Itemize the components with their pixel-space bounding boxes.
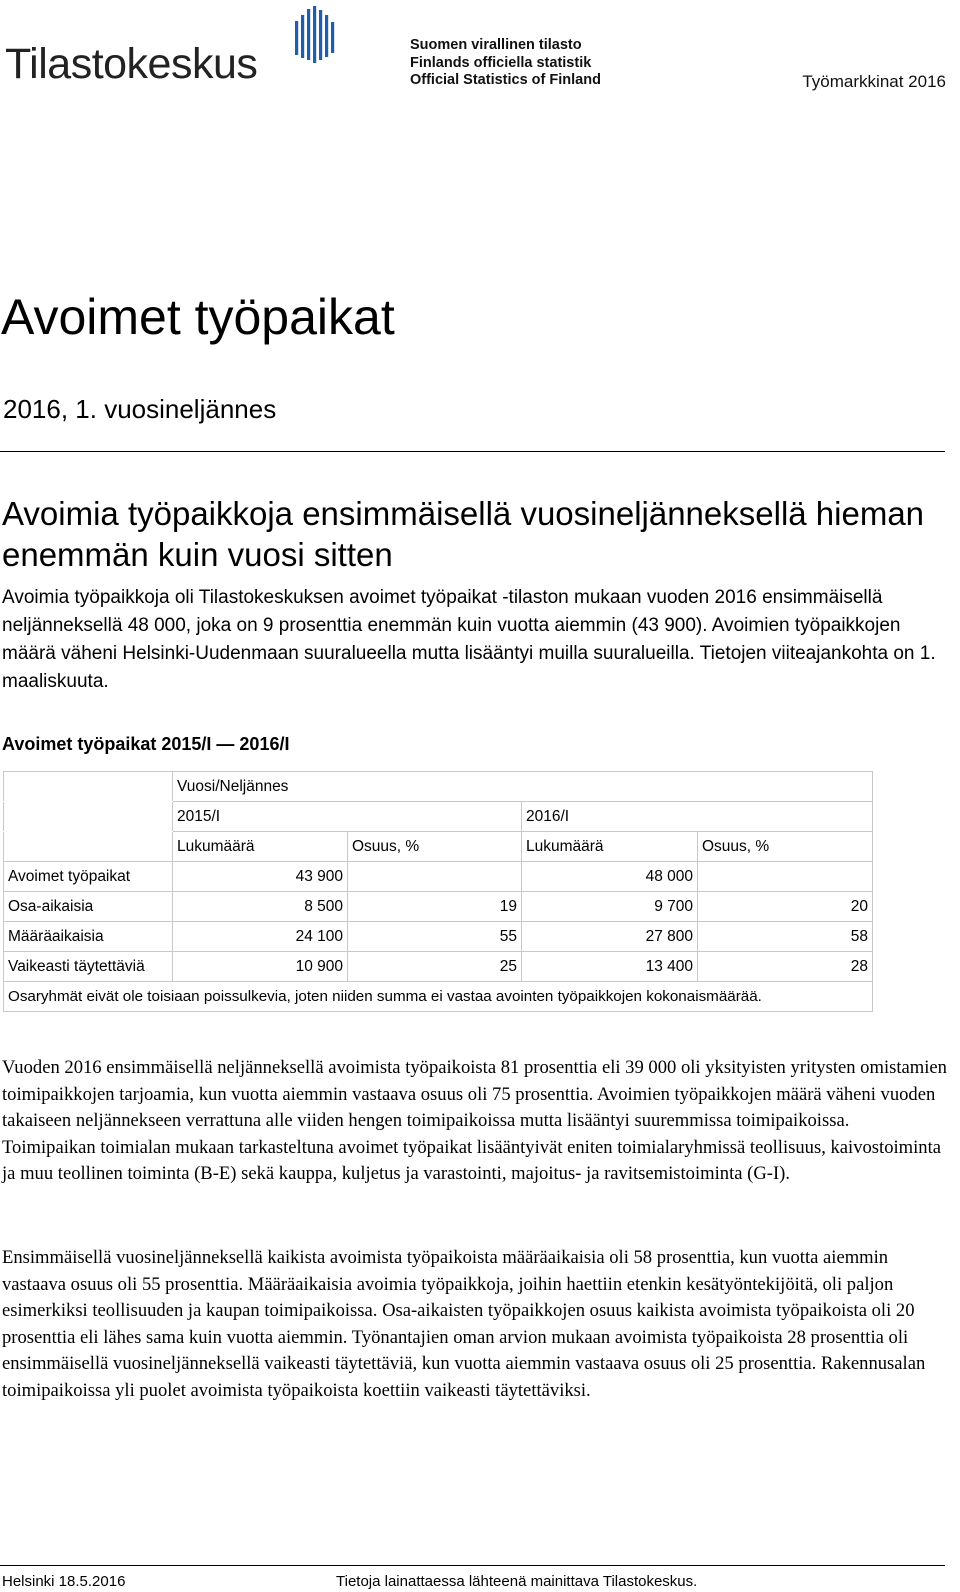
table-cell: 19	[348, 892, 522, 922]
table-note-row	[4, 982, 873, 1012]
table-corner-cell	[4, 802, 173, 832]
table-cell: 55	[348, 922, 522, 952]
footer-divider	[0, 1565, 945, 1566]
page-title: Avoimet työpaikat	[1, 289, 395, 345]
row-label: Avoimet työpaikat	[4, 862, 173, 892]
period-header-cell: 2016/I	[522, 802, 873, 832]
table-header-row	[4, 802, 873, 832]
table-cell	[348, 862, 522, 892]
row-label: Vaikeasti täytettäviä	[4, 952, 173, 982]
table-corner-cell	[4, 832, 173, 862]
headline: Avoimia työpaikkoja ensimmäisellä vuosineljänneksellä hieman enemmän kuin vuosi sitten	[2, 495, 925, 573]
row-label: Osa-aikaisia	[4, 892, 173, 922]
statistics-table	[3, 771, 873, 1012]
period-header-cell: 2015/I	[173, 802, 522, 832]
column-header-cell: Lukumäärä	[173, 832, 348, 862]
publication-name: Työmarkkinat 2016	[802, 72, 946, 91]
table-cell: 10 900	[173, 952, 348, 982]
table-header-row	[4, 832, 873, 862]
header-group-cell: Vuosi/Neljännes	[173, 772, 873, 802]
table-cell: 24 100	[173, 922, 348, 952]
period-subtitle: 2016, 1. vuosineljännes	[3, 394, 277, 424]
table-corner-cell	[4, 772, 173, 802]
table-title: Avoimet työpaikat 2015/I — 2016/I	[2, 734, 290, 754]
table-cell: 27 800	[522, 922, 698, 952]
table-row	[4, 892, 873, 922]
table-row	[4, 862, 873, 892]
table-cell: 58	[698, 922, 873, 952]
body-paragraph: Vuoden 2016 ensimmäisellä neljänneksellä avoimista työpaikoista 81 prosenttia eli 39 000 oli yksityisten yritysten omistamien toimipaikkojen tarjoamia, kun vuotta aiemmin vastaava osuus oli 75 prosenttia. Avoimien työpaikkojen määrä väheni vuoden takaiseen neljännekseen verrattuna alle viiden hengen toimipaikoissa mutta lisääntyi suuremmissa toimipaikoissa. Toimipaikan toimialan mukaan tarkasteltuna avoimet työpaikat lisääntyivät eniten toimialaryhmissä teollisuus, kaivostoiminta ja muu teollinen toiminta (B-E) sekä kauppa, kuljetus ja varastointi, majoitus- ja ravitsemistoiminta (G-I).	[2, 1057, 947, 1184]
table-header-row	[4, 772, 873, 802]
body-paragraph: Ensimmäisellä vuosineljänneksellä kaikista avoimista työpaikoista määräaikaisia oli 58 prosenttia, kun vuotta aiemmin vastaava osuus oli 55 prosenttia. Määräaikaisia avoimia työpaikkoja, joihin haettiin etenkin kesätyöntekijöitä, oli paljon esimerkiksi teollisuuden ja kaupan toimipaikoissa. Osa-aikaisten työpaikkojen osuus kaikista avoimista työpaikoista oli 20 prosenttia eli lähes sama kuin vuotta aiemmin. Työnantajien oman arvion mukaan avoimista työpaikoista 28 prosenttia oli ensimmäisellä vuosineljänneksellä vaikeasti täytettäviä, kun vuotta aiemmin vastaava osuus oli 25 prosenttia. Rakennusalan toimipaikoissa yli puolet avoimista työpaikoista koettiin vaikeasti täytettäviksi.	[2, 1247, 926, 1401]
logo-wordmark: Tilastokeskus	[5, 40, 258, 88]
title-divider	[0, 451, 945, 452]
official-line-en: Official Statistics of Finland	[410, 72, 601, 88]
table-row	[4, 952, 873, 982]
table-cell: 9 700	[522, 892, 698, 922]
column-header-cell: Osuus, %	[348, 832, 522, 862]
footer-place-date: Helsinki 18.5.2016	[2, 1573, 126, 1590]
table-row	[4, 922, 873, 952]
column-header-cell: Osuus, %	[698, 832, 873, 862]
official-line-sv: Finlands officiella statistik	[410, 54, 592, 71]
column-header-cell: Lukumäärä	[522, 832, 698, 862]
table-cell: 43 900	[173, 862, 348, 892]
table-cell: 28	[698, 952, 873, 982]
official-line-fi: Suomen virallinen tilasto	[410, 37, 582, 53]
table-cell: 48 000	[522, 862, 698, 892]
row-label: Määräaikaisia	[4, 922, 173, 952]
footer-citation-note: Tietoja lainattaessa lähteenä mainittava Tilastokeskus.	[336, 1573, 698, 1590]
table-cell: 25	[348, 952, 522, 982]
table-cell: 13 400	[522, 952, 698, 982]
table-cell: 8 500	[173, 892, 348, 922]
official-statistics-label	[410, 37, 601, 90]
table-cell: 20	[698, 892, 873, 922]
table-cell	[698, 862, 873, 892]
lead-paragraph: Avoimia työpaikkoja oli Tilastokeskuksen avoimet työpaikat -tilaston mukaan vuoden 2016 ensimmäisellä neljänneksellä 48 000, joka on 9 prosenttia enemmän kuin vuotta aiemmin (43 900). Avoimien työpaikkojen määrä väheni Helsinki-Uudenmaan suuralueella mutta lisääntyi muilla suuralueilla. Tietojen viiteajankohta on 1. maaliskuuta.	[2, 587, 936, 692]
table-note: Osaryhmät eivät ole toisiaan poissulkevia, joten niiden summa ei vastaa avointen työpaikkojen kokonaismäärää.	[4, 982, 873, 1012]
